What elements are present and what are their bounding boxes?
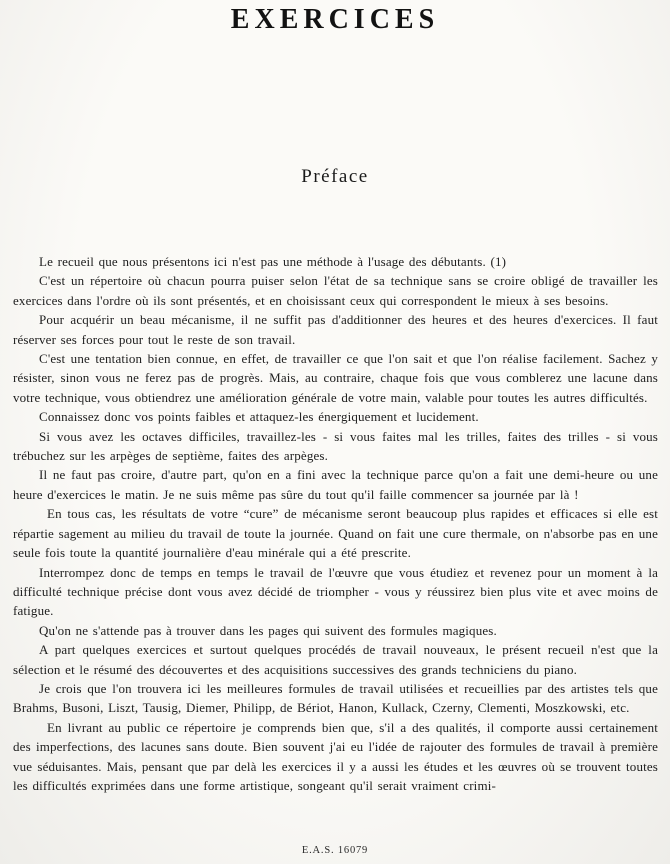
paragraph: En livrant au public ce répertoire je comprends bien que, s'il a des qualités, il comporte aussi certainement des imperfections, des lacunes sans doute. Bien souvent j'ai eu l'idée de rajouter des formules de travail à première vue séduisantes. Mais, pensant que par delà les exercices il y a aussi les études et les œuvres où se trouvent toutes les difficultés exprimées dans une forme artistique, songeant qu'il serait vraiment crimi- [13,719,658,793]
plate-number: E.A.S. 16079 [301,845,369,856]
paragraph: Je crois que l'on trouvera ici les meilleures formules de travail utilisées et recueillies par des artistes tels que Brahms, Busoni, Liszt, Tausig, Diemer, Philipp, de Bériot, Hanon, Kullack, Czerny, Clementi, Moszkowski, etc. [13,680,658,716]
paragraph: C'est un répertoire où chacun pourra puiser selon l'état de sa technique sans se croire obligé de travailler les exercices dans l'ordre où ils sont présentés, et en choisissant ceux qui correspondent le mieux à ses besoins. [13,273,658,308]
paragraph: Connaissez donc vos points faibles et attaquez-les énergiquement et lucidement. [39,409,479,425]
paragraph: Le recueil que nous présentons ici n'est pas une méthode à l'usage des débutants. (1) [39,254,507,269]
paragraph: Qu'on ne s'attende pas à trouver dans les pages qui suivent des formules magiques. [39,622,497,638]
paragraph: Pour acquérir un beau mécanisme, il ne suffit pas d'additionner des heures et des heures d'exercices. Il faut réserver ses forces pour tout le reste de son travail. [13,312,658,347]
preface-text [13,252,658,795]
paragraph: Il ne faut pas croire, d'autre part, qu'on en a fini avec la technique parce qu'on a fait une demi-heure ou une heure d'exercices le matin. Je ne suis même pas sûre du tout qu'il faille commencer sa journée par là ! [13,467,658,502]
paragraph: A part quelques exercices et surtout quelques procédés de travail nouveaux, le présent recueil n'est que la sélection et le résumé des découvertes et des acquisitions successives des grands techniciens du piano. [13,642,658,677]
page-title: EXERCICES [230,4,440,35]
paragraph: Si vous avez les octaves difficiles, travaillez-les - si vous faites mal les trilles, faites des trilles - si vous trébuchez sur les arpèges de septième, faites des arpèges. [13,428,658,464]
paragraph: Interrompez donc de temps en temps le travail de l'œuvre que vous étudiez et revenez pour un moment à la difficulté technique précise dont vous avez décidé de triompher - vous y réussirez bien plus vite et avec moins de fatigue. [13,564,658,619]
paragraph: C'est une tentation bien connue, en effet, de travailler ce que l'on sait et que l'on réalise facilement. Sachez y résister, sinon vous ne ferez pas de progrès. Mais, au contraire, chaque fois que vous comblerez une lacune dans votre technique, vous obtiendrez une amélioration générale de votre main, valable pour toutes les autres difficultés. [13,351,658,405]
paragraph: En tous cas, les résultats de votre “cure” de mécanisme seront beaucoup plus rapides et efficaces si elle est répartie sagement au milieu du travail de toute la journée. Quand on fait une cure thermale, on n'absorbe pas en une seule fois toute la quantité journalière d'eau minérale qui a été prescrite. [13,506,658,561]
section-title: Préface [301,166,369,187]
